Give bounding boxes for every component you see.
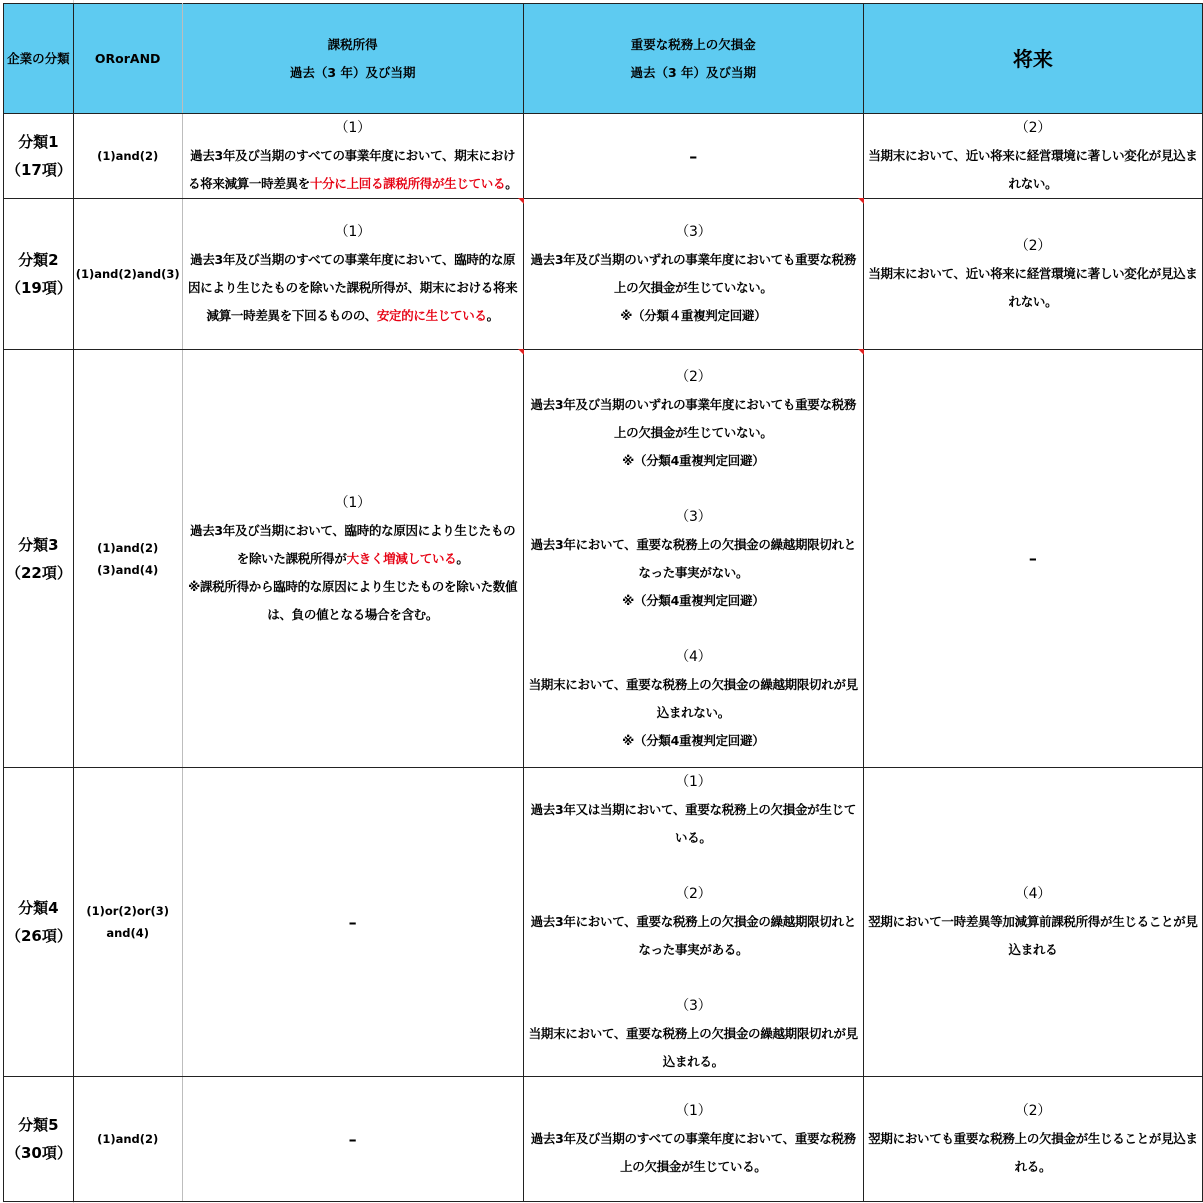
logic-cell[interactable]: (1)or(2)or(3) and(4) — [73, 768, 182, 1077]
highlight-text: 安定的に生じている — [376, 308, 487, 323]
logic-cell[interactable]: (1)and(2) (3)and(4) — [73, 350, 182, 768]
table-row — [4, 1077, 1203, 1202]
taxable-income-cell[interactable]: – — [182, 768, 523, 1077]
header-future[interactable]: 将来 — [863, 4, 1202, 114]
header-logic[interactable]: ORorAND — [73, 4, 182, 114]
classification-cell[interactable]: 分類1 （17項） — [4, 114, 74, 199]
classification-cell[interactable]: 分類2 （19項） — [4, 199, 74, 350]
table-row — [4, 199, 1203, 350]
future-cell[interactable]: – — [863, 350, 1202, 768]
logic-cell[interactable]: (1)and(2) — [73, 1077, 182, 1202]
taxable-income-cell[interactable]: （1） 過去3年及び当期のすべての事業年度において、臨時的な原因により生じたものを除いた課税所得が、期末における将来減算一時差異を下回るものの、安定的に生じている。 — [182, 199, 523, 350]
highlight-text: 十分に上回る課税所得が生じている — [309, 176, 506, 191]
highlight-text: 大きく増減している — [346, 550, 457, 566]
classification-cell[interactable]: 分類5 （30項） — [4, 1077, 74, 1202]
header-taxable-income[interactable]: 課税所得 過去（3 年）及び当期 — [182, 4, 523, 114]
tax-losses-cell[interactable]: （1） 過去3年又は当期において、重要な税務上の欠損金が生じている。 （2） 過去3年において、重要な税務上の欠損金の繰越期限切れとなった事実がある。 （3） 当期末において、重要な税務上の欠損金の繰越期限切れが見込まれる。 — [523, 768, 863, 1077]
future-cell[interactable]: （4） 翌期において一時差異等加減算前課税所得が生じることが見込まれる — [863, 768, 1202, 1077]
future-cell[interactable]: （2） 当期末において、近い将来に経営環境に著しい変化が見込まれない。 — [863, 114, 1202, 199]
taxable-income-cell[interactable]: （1） 過去3年及び当期において、臨時的な原因により生じたものを除いた課税所得が大きく増減している。 ※課税所得から臨時的な原因により生じたものを除いた数値は、負の値となる場合を含む。 — [182, 350, 523, 768]
tax-losses-cell[interactable]: （1） 過去3年及び当期のすべての事業年度において、重要な税務上の欠損金が生じている。 — [523, 1077, 863, 1202]
tax-losses-cell[interactable]: （2） 過去3年及び当期のいずれの事業年度においても重要な税務上の欠損金が生じていない。 ※（分類4重複判定回避） （3） 過去3年において、重要な税務上の欠損金の繰越期限切れとなった事実がない。 ※（分類4重複判定回避） （4） 当期末において、重要な税務上の欠損金の繰越期限切れが見込まれない。 ※（分類4重複判定回避） — [523, 350, 863, 768]
header-row — [4, 4, 1203, 114]
future-cell[interactable]: （2） 翌期においても重要な税務上の欠損金が生じることが見込まれる。 — [863, 1077, 1202, 1202]
classification-table — [3, 3, 1203, 1202]
taxable-income-cell[interactable]: – — [182, 1077, 523, 1202]
table-row — [4, 350, 1203, 768]
logic-cell[interactable]: (1)and(2) — [73, 114, 182, 199]
tax-losses-cell[interactable]: （3） 過去3年及び当期のいずれの事業年度においても重要な税務上の欠損金が生じていない。 ※（分類４重複判定回避） — [523, 199, 863, 350]
logic-cell[interactable]: (1)and(2)and(3) — [73, 199, 182, 350]
future-cell[interactable]: （2） 当期末において、近い将来に経営環境に著しい変化が見込まれない。 — [863, 199, 1202, 350]
classification-cell[interactable]: 分類4 （26項） — [4, 768, 74, 1077]
table-row — [4, 114, 1203, 199]
table-row — [4, 768, 1203, 1077]
classification-cell[interactable]: 分類3 （22項） — [4, 350, 74, 768]
taxable-income-cell[interactable]: （1） 過去3年及び当期のすべての事業年度において、期末における将来減算一時差異を十分に上回る課税所得が生じている。 — [182, 114, 523, 199]
tax-losses-cell[interactable]: – — [523, 114, 863, 199]
header-classification[interactable]: 企業の分類 — [4, 4, 74, 114]
header-tax-losses[interactable]: 重要な税務上の欠損金 過去（3 年）及び当期 — [523, 4, 863, 114]
